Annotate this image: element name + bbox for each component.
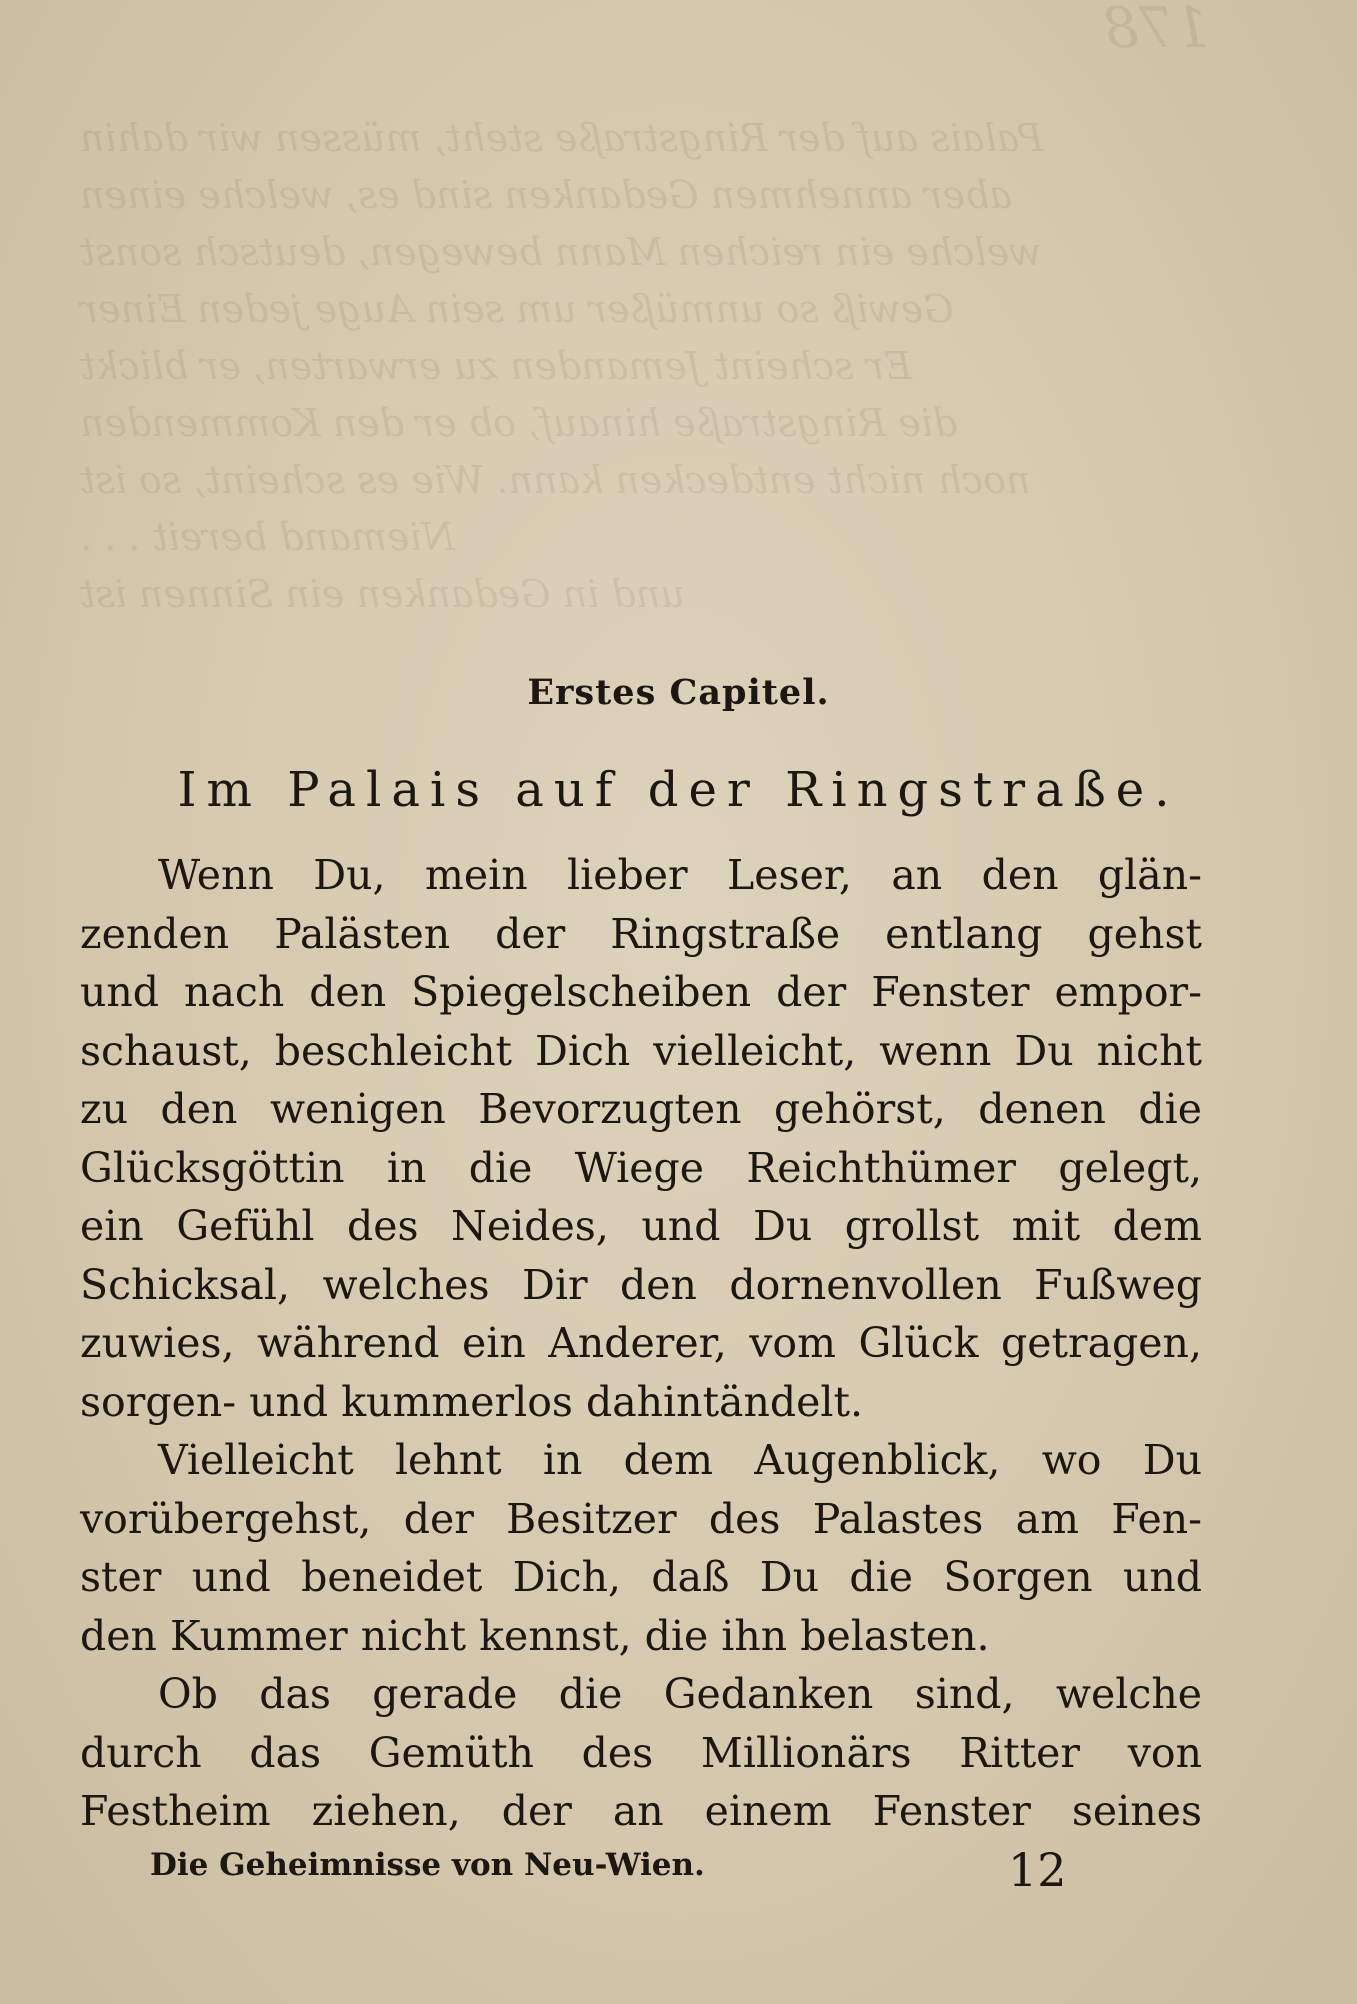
text-line: Schicksal, welches Dir den dornenvollen Fußweg — [80, 1260, 1202, 1309]
text-line: schaust, beschleicht Dich vielleicht, wenn Du nicht — [80, 1026, 1202, 1075]
text-line: zenden Palästen der Ringstraße entlang gehst — [80, 909, 1202, 958]
text-line: und nach den Spiegelscheiben der Fenster empor- — [80, 968, 1202, 1016]
text-line: Ob das gerade die Gedanken sind, welche — [158, 1670, 1202, 1718]
show-through-line: Niemand bereit . . . — [80, 515, 455, 559]
chapter-title: Im Palais auf der Ringstraße. — [177, 762, 1180, 818]
signature-mark: Die Geheimnisse von Neu-Wien. — [150, 1847, 705, 1883]
page-number: 12 — [1008, 1843, 1067, 1897]
show-through-line: welche ein reichen Mann bewegen, deutsch sonst — [80, 230, 1042, 274]
text-line: vorübergehst, der Besitzer des Palastes am Fen- — [80, 1494, 1202, 1543]
text-line: Vielleicht lehnt in dem Augenblick, wo Du — [158, 1436, 1202, 1484]
show-through-line: Er scheint Jemanden zu erwarten, er blickt — [80, 344, 912, 388]
show-through-page-number: 178 — [1103, 0, 1210, 61]
text-line: Festheim ziehen, der an einem Fenster seines — [80, 1787, 1202, 1835]
text-line: Wenn Du, mein lieber Leser, an den glän- — [158, 851, 1202, 899]
text-line: durch das Gemüth des Millionärs Ritter von — [80, 1728, 1202, 1777]
show-through-line: noch nicht entdecken kann. Wie es scheint, so ist — [80, 458, 1031, 502]
text-line: ster und beneidet Dich, daß Du die Sorgen und — [80, 1553, 1202, 1601]
show-through-line: aber annehmen Gedanken sind es, welche einen — [80, 173, 1012, 217]
text-line: sorgen- und kummerlos dahintändelt. — [80, 1377, 864, 1426]
text-line: ein Gefühl des Neides, und Du grollst mit dem — [80, 1202, 1202, 1250]
body-text — [80, 846, 1202, 1841]
show-through-line: und in Gedanken ein Sinnen ist — [80, 572, 685, 616]
show-through-line: Gewiß so unmüßer um sein Auge jeden Einer — [80, 287, 954, 331]
text-line: zuwies, während ein Anderer, vom Glück getragen, — [80, 1319, 1202, 1367]
chapter-heading: Erstes Capitel. — [527, 672, 830, 713]
show-through-line: Palais auf der Ringstraße steht, müssen wir dahin — [80, 116, 1044, 160]
show-through-line: die Ringstraße hinauf, ob er den Kommenden — [80, 401, 958, 445]
text-line: Glücksgöttin in die Wiege Reichthümer gelegt, — [80, 1143, 1202, 1192]
text-line: zu den wenigen Bevorzugten gehörst, denen die — [80, 1085, 1202, 1133]
show-through-text — [80, 0, 1210, 623]
text-line: den Kummer nicht kennst, die ihn belasten. — [80, 1611, 990, 1660]
